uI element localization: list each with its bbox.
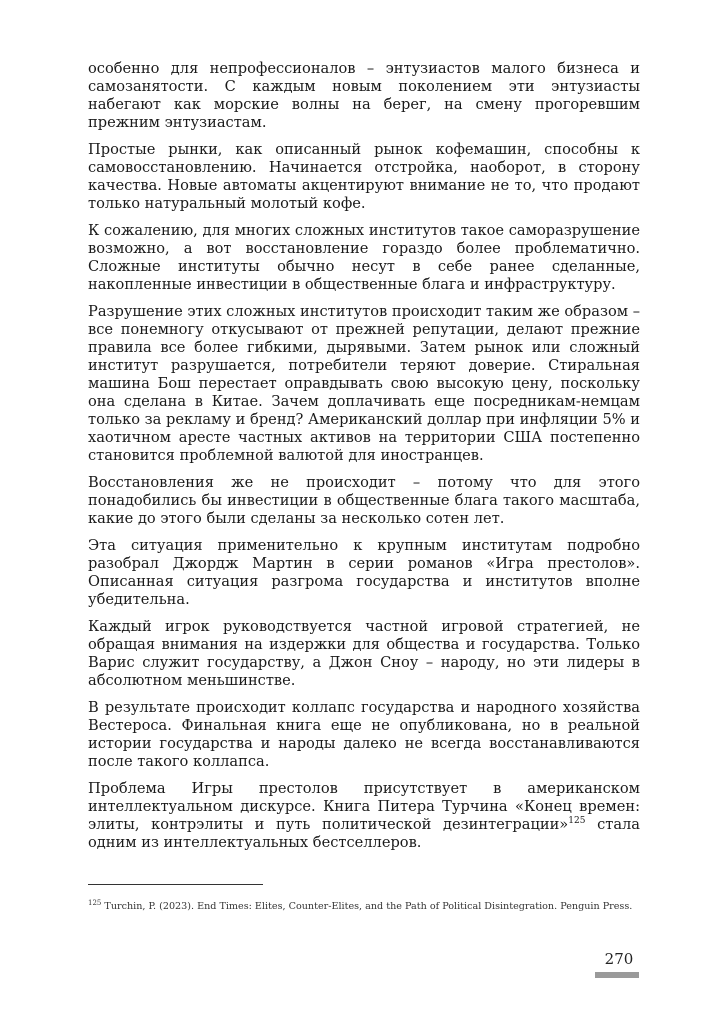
paragraph-2: Простые рынки, как описанный рынок кофемашин, способны к самовосстановлению. Начинается отстройка, наоборот, в сторону качества. Новые автоматы акцентируют внимание не то, что продают только натуральный молотый кофе. [88,141,640,212]
paragraph-8: В результате происходит коллапс государства и народного хозяйства Вестероса. Финальная книга еще не опубликована, но в реальной истории государства и народы далеко не всегда восстанавливаются после такого коллапса. [88,699,640,770]
footnote-divider [88,884,263,885]
footnote-text: Turchin, P. (2023). End Times: Elites, Counter-Elites, and the Path of Political Disintegration. Penguin Press. [101,901,633,912]
footnote-number: 125 [88,898,102,907]
paragraph-9-text-after: стала одним из интеллектуальных бестселлеров. [88,816,640,851]
paragraph-6: Эта ситуация применительно к крупным институтам подробно разобрал Джордж Мартин в серии романов «Игра престолов». Описанная ситуация разгрома государства и институтов вполне убедительна. [88,537,640,608]
paragraph-7: Каждый игрок руководствуется частной игровой стратегией, не обращая внимания на издержки для общества и государства. Только Варис служит государству, а Джон Сноу – народу, но эти лидеры в абсолютном меньшинстве. [88,618,640,689]
paragraph-9-text-before: Проблема Игры престолов присутствует в американском интеллектуальном дискурсе. Книга Питера Турчина «Конец времен: элиты, контрэлиты и путь политической дезинтеграции» [88,780,640,833]
paragraph-9 [88,780,640,852]
footnote-reference[interactable]: 125 [568,816,586,827]
page-body [88,60,640,861]
footnote [88,900,640,913]
page-number-bar [595,972,639,978]
paragraph-3: К сожалению, для многих сложных институтов такое саморазрушение возможно, а вот восстановление гораздо более проблематично. Сложные институты обычно несут в себе ранее сделанные, накопленные инвестиции в общественные блага и инфраструктуру. [88,222,640,293]
paragraph-1: особенно для непрофессионалов – энтузиастов малого бизнеса и самозанятости. С каждым новым поколением эти энтузиасты набегают как морские волны на берег, на смену прогоревшим прежним энтузиастам. [88,60,640,131]
paragraph-4: Разрушение этих сложных институтов происходит таким же образом – все понемногу откусывают от прежней репутации, делают прежние правила все более гибкими, дырявыми. Затем рынок или сложный институт разрушается, потребители теряют доверие. Стиральная машина Бош перестает оправдывать свою высокую цену, поскольку она сделана в Китае. Зачем доплачивать еще посредникам-немцам только за рекламу и бренд? Американский доллар при инфляции 5% и хаотичном аресте частных активов на территории США постепенно становится проблемной валютой для иностранцев. [88,303,641,464]
page-number: 270 [604,950,634,968]
paragraph-5: Восстановления же не происходит – потому что для этого понадобились бы инвестиции в общественные блага такого масштаба, какие до этого были сделаны за несколько сотен лет. [88,474,640,527]
